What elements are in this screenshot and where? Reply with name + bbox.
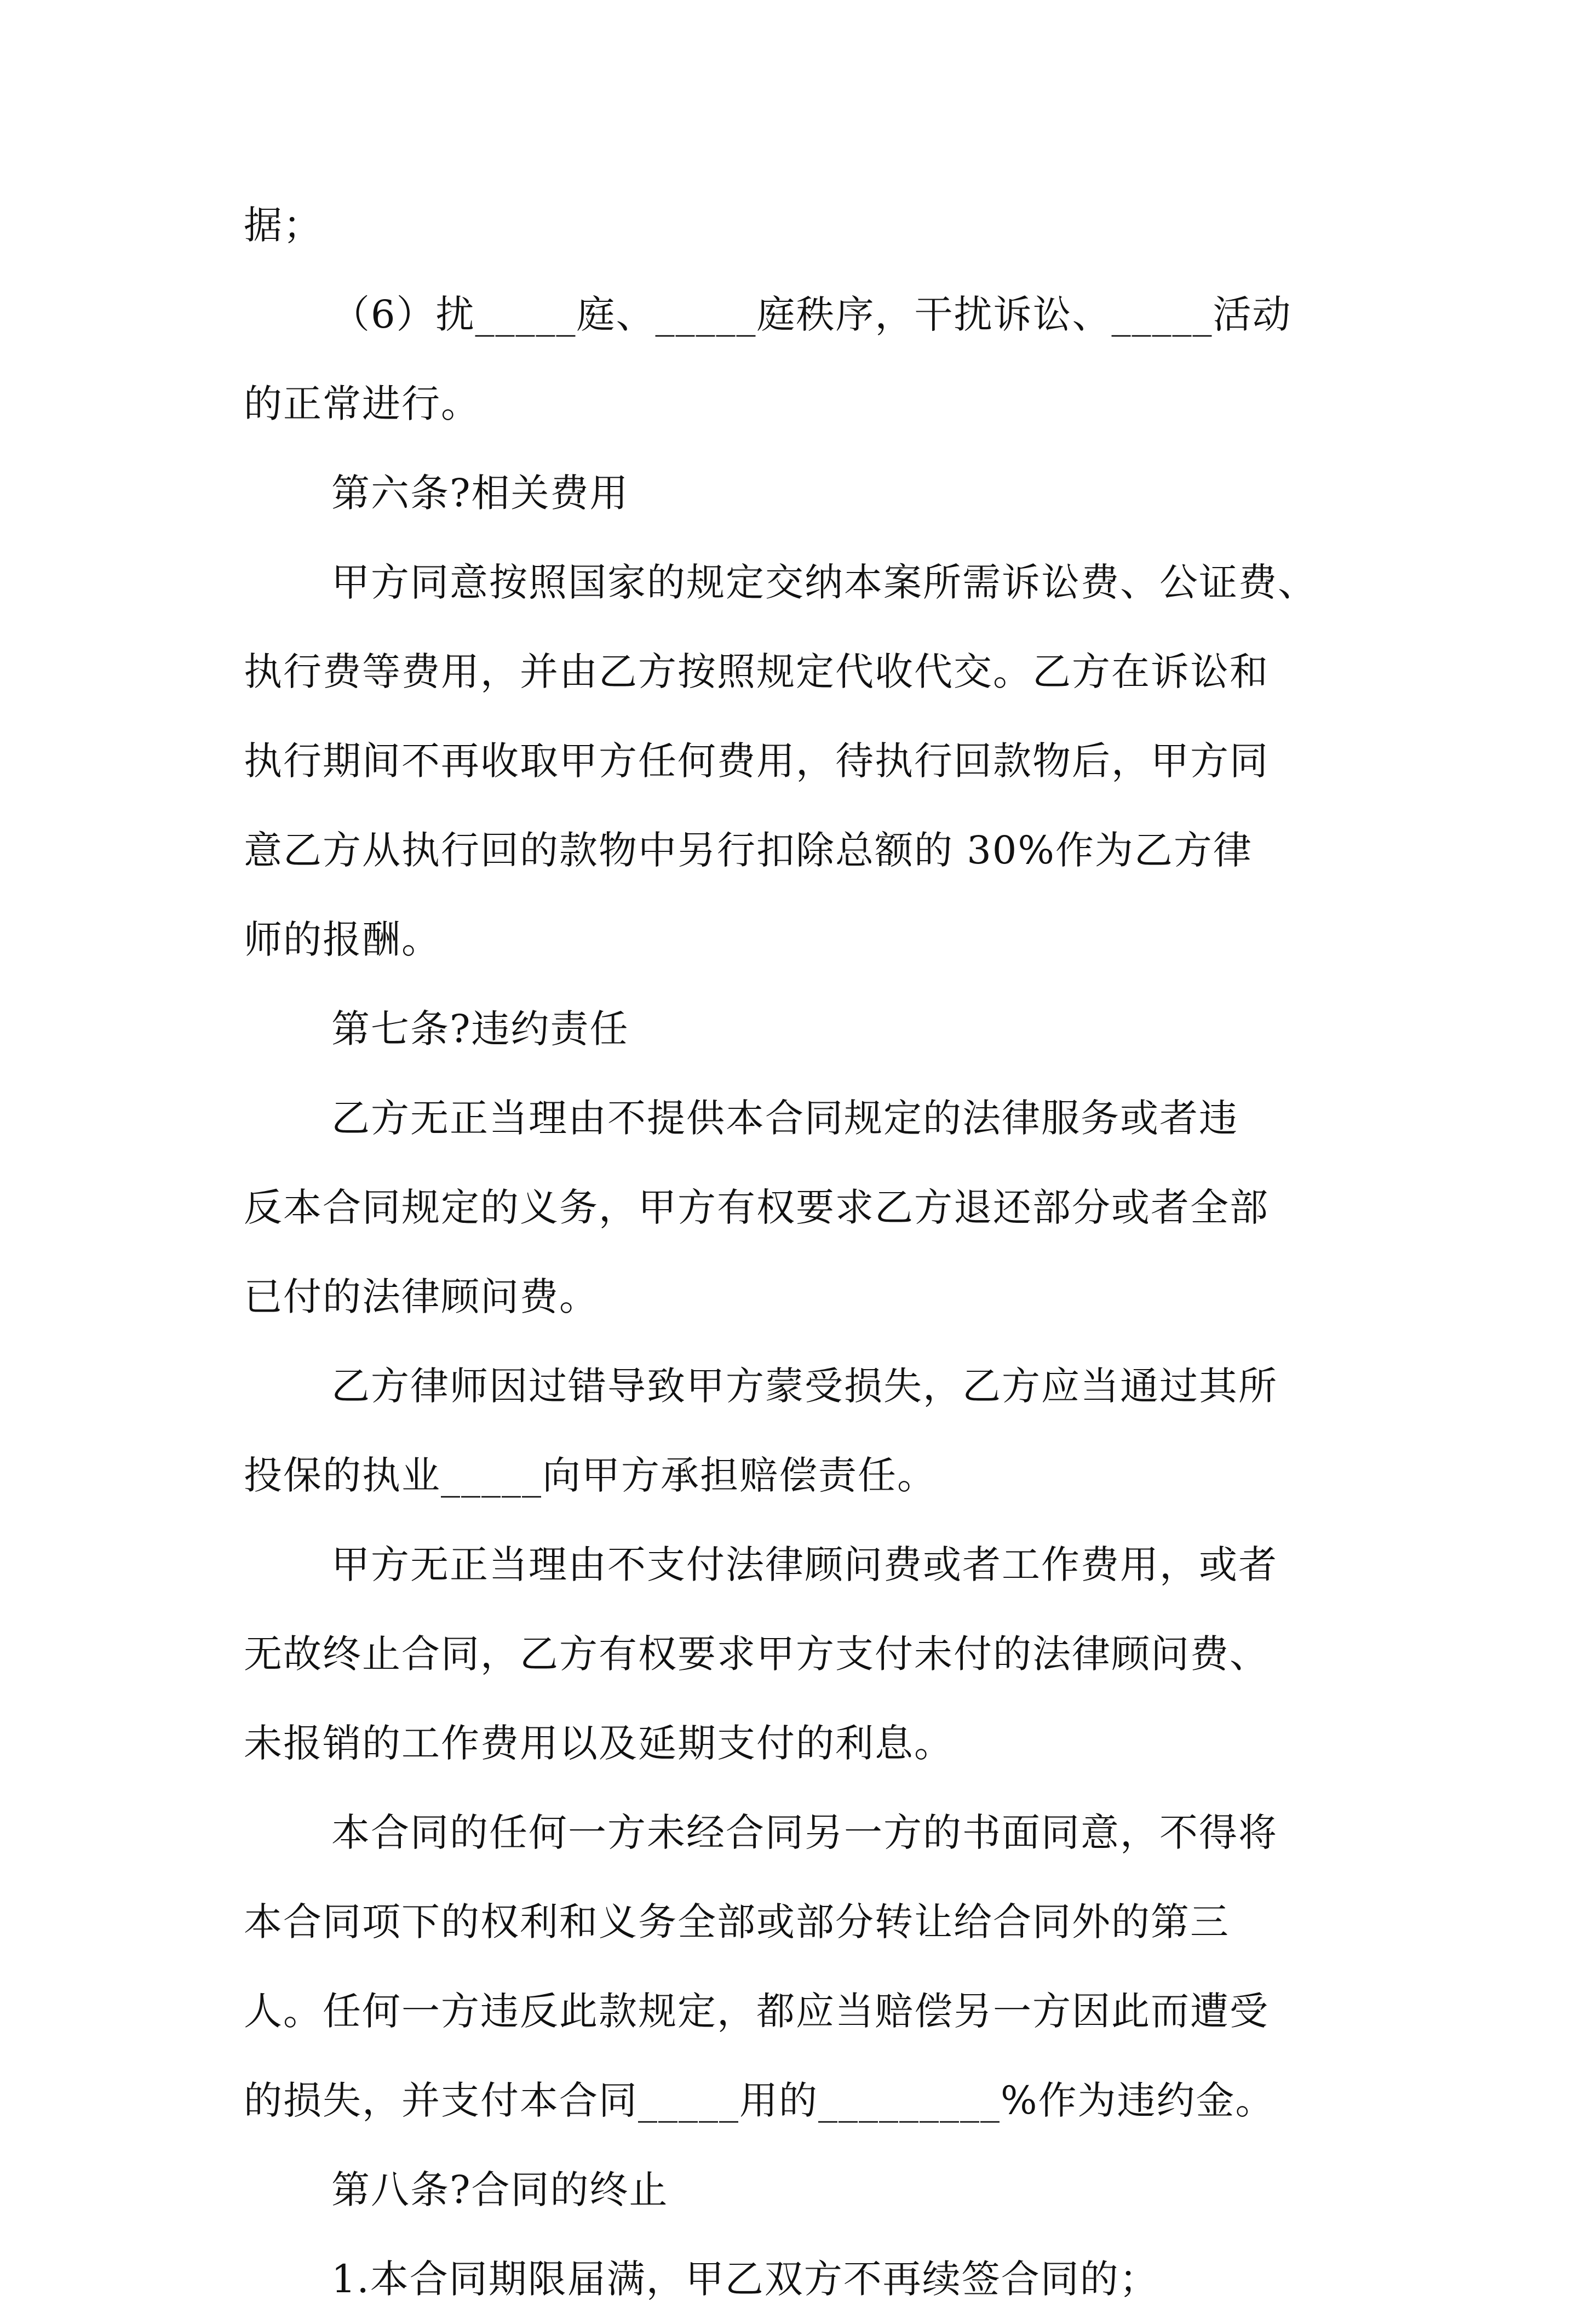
text-line: 已付的法律顾问费。 [244,1274,599,1319]
text-line: 投保的执业_____向甲方承担赔偿责任。 [244,1453,937,1498]
document-body [244,181,1361,2324]
text-line: 本合同的任何一方未经合同另一方的书面同意，不得将 [331,1810,1278,1855]
text-line: 的损失，并支付本合同_____用的_________%作为违约金。 [244,2078,1275,2123]
text-line: 师的报酬。 [244,917,441,962]
section-heading: 第七条?违约责任 [331,1006,629,1051]
text-line: 据； [244,203,323,248]
text-line: 乙方无正当理由不提供本合同规定的法律服务或者违 [331,1096,1238,1141]
text-line: 无故终止合同，乙方有权要求甲方支付未付的法律顾问费、 [244,1632,1269,1676]
text-line: 人。任何一方违反此款规定，都应当赔偿另一方因此而遭受 [244,1989,1269,2034]
text-line: 未报销的工作费用以及延期支付的利息。 [244,1721,954,1766]
text-line: 反本合同规定的义务，甲方有权要求乙方退还部分或者全部 [244,1185,1269,1230]
text-line: 乙方律师因过错导致甲方蒙受损失，乙方应当通过其所 [331,1364,1278,1409]
section-heading: 第八条?合同的终止 [331,2167,669,2212]
text-line: 执行费等费用，并由乙方按照规定代收代交。乙方在诉讼和 [244,649,1269,694]
text-line: 执行期间不再收取甲方任何费用，待执行回款物后，甲方同 [244,739,1269,783]
text-line: 1.本合同期限届满，甲乙双方不再续签合同的； [331,2257,1159,2302]
text-line: 的正常进行。 [244,381,480,426]
text-line: 甲方无正当理由不支付法律顾问费或者工作费用，或者 [331,1542,1278,1587]
text-line: 本合同项下的权利和义务全部或部分转让给合同外的第三 [244,1899,1230,1944]
text-line: 意乙方从执行回的款物中另行扣除总额的 30%作为乙方律 [244,828,1253,873]
text-line: 甲方同意按照国家的规定交纳本案所需诉讼费、公证费、 [331,560,1317,605]
text-line: （6）扰_____庭、_____庭秩序，干扰诉讼、_____活动 [331,292,1292,337]
section-heading: 第六条?相关费用 [331,471,629,516]
